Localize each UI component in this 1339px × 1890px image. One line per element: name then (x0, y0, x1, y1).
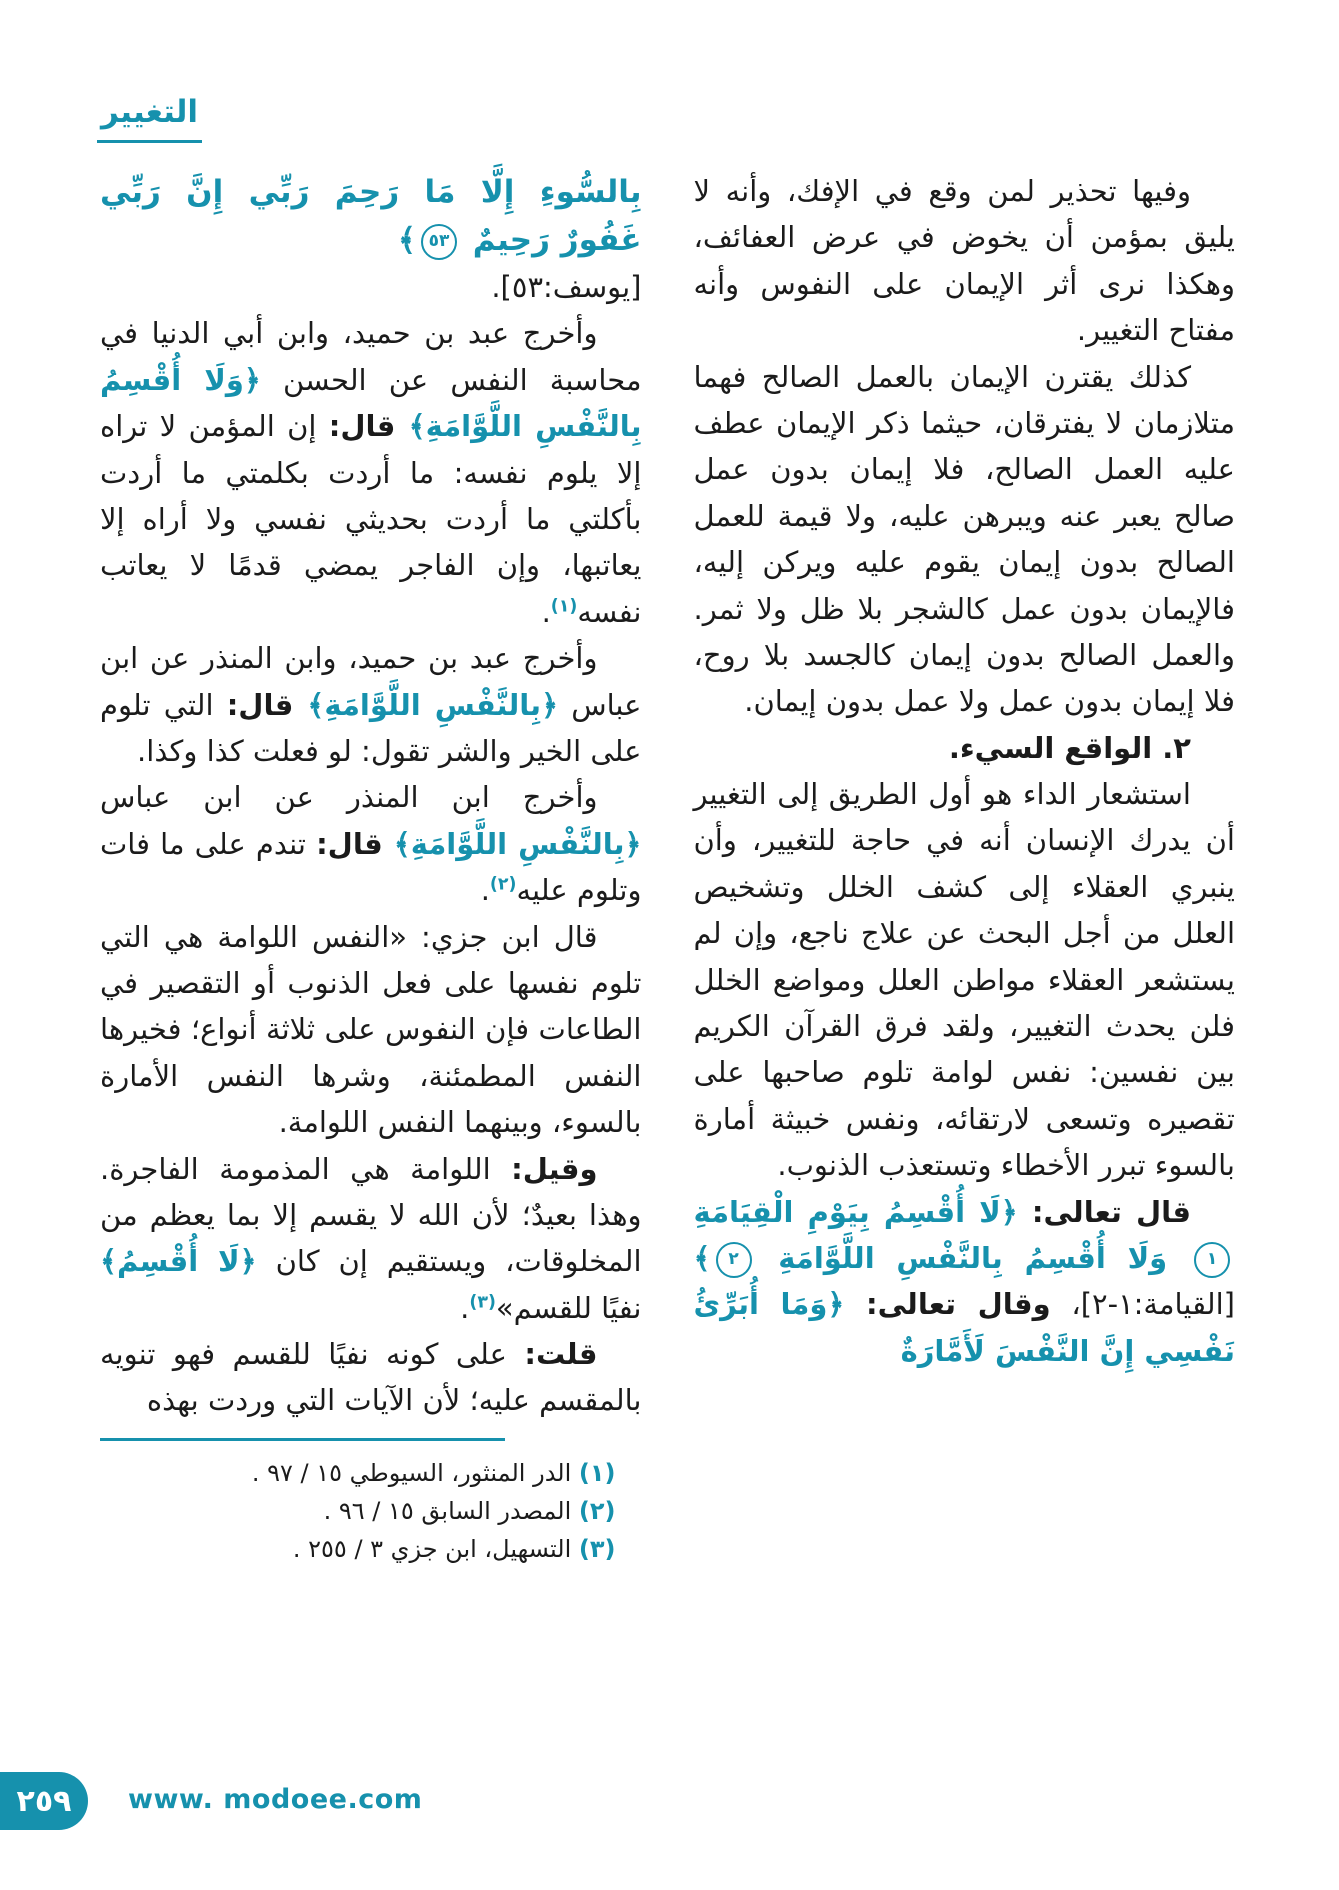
footnote-item (100, 1531, 616, 1569)
quran-verse: ﴾ (397, 222, 416, 259)
quran-verse: ﴿بِالنَّفْسِ اللَّوَّامَةِ﴾ (393, 826, 642, 861)
paragraph (694, 1189, 1236, 1375)
body-text: إن المؤمن لا تراه إلا يلوم نفسه: ما أردت بكلمتي ما أردت بأكلتي ما أردت بحديثي نفسي ولا أراه إلا يعاتبها، وإن الفاجر يمضي قدمًا لا يعاتب نفسه (100, 409, 642, 629)
left-column (100, 168, 642, 1569)
body-text: . (460, 1290, 470, 1325)
bold-text: وقيل: (511, 1151, 598, 1186)
section-heading (694, 725, 1236, 771)
body-text: كذلك يقترن الإيمان بالعمل الصالح فهما متلازمان لا يفترقان، حيثما ذكر الإيمان عطف عليه العمل الصالح، فلا إيمان بدون عمل صالح يعبر عنه ويبرهن عليه، ولا قيمة للعمل الصالح بدون إيمان يقوم عليه ويركن إليه، فالإيمان بدون عمل كالشجر بلا ظل ولا ثمر. والعمل الصالح بدون إيمان كالجسد بلا روح، فلا إيمان بدون عمل ولا عمل بدون إيمان. (693, 359, 1235, 719)
paragraph (100, 774, 642, 913)
body-text: تندم على ما فات وتلوم عليه (100, 826, 642, 908)
footnote-number: (٢) (578, 1496, 616, 1525)
footnote-number: (٣) (578, 1534, 616, 1563)
body-text: قال ابن جزي: «النفس اللوامة هي التي تلوم نفسها على فعل الذنوب أو التقصير في الطاعات فإن النفوس على ثلاثة أنواع؛ فخيرها النفس المطمئنة، وشرها النفس الأمارة بالسوء، وبينهما النفس اللوامة. (100, 919, 642, 1140)
footnote-text: الدر المنثور، السيوطي ١٥ / ٩٧ . (251, 1458, 579, 1487)
ayah-number: ١ (1194, 1242, 1230, 1278)
paragraph (100, 914, 642, 1146)
quran-verse: بِالسُّوءِ إِلَّا مَا رَحِمَ رَبِّي إِنَّ رَبِّي غَفُورٌ رَحِيمٌ (100, 174, 642, 259)
body-text: على كونه نفيًا للقسم فهو تنويه بالمقسم عليه؛ لأن الآيات التي وردت بهذه (100, 1337, 642, 1418)
bold-text: قلت: (524, 1337, 598, 1372)
body-text: استشعار الداء هو أول الطريق إلى التغيير أن يدرك الإنسان أنه في حاجة للتغيير، وأن ينبري العقلاء إلى كشف الخلل وتشخيص العلل من أجل البحث عن علاج ناجع، وإن لم يستشعر العقلاء مواطن العلل ومواضع الخلل فلن يحدث التغيير، ولقد فرق القرآن الكريم بين نفسين: نفس لوامة تلوم صاحبها على تقصيره وتسعى لارتقائه، ونفس خبيثة أمارة بالسوء تبرر الأخطاء وتستعذب الذنوب. (693, 777, 1235, 1183)
body-text: وفيها تحذير لمن وقع في الإفك، وأنه لا يليق بمؤمن أن يخوض في عرض العفائف، وهكذا نرى أثر الإيمان على النفوس وأنه مفتاح التغيير. (693, 174, 1235, 348)
footnote-separator (100, 1438, 505, 1441)
quran-verse: ﴿وَمَا أُبَرِّئُ نَفْسِي إِنَّ النَّفْسَ لَأَمَّارَةٌ (693, 1287, 1235, 1368)
body-text: وأخرج ابن المنذر عن ابن عباس (100, 780, 598, 815)
bold-text: قال تعالى: (1017, 1194, 1191, 1229)
footnote-marker: (٣) (469, 1292, 496, 1313)
footnote-text: المصدر السابق ١٥ / ٩٦ . (323, 1496, 579, 1525)
body-text: اللوامة هي المذمومة الفاجرة. وهذا بعيدٌ؛ لأن الله لا يقسم إلا بما يعظم من المخلوقات، ويستقيم إن كان (100, 1151, 642, 1279)
paragraph (100, 635, 642, 774)
bold-text: ٢. الواقع السيء. (948, 730, 1191, 765)
body-text: . (480, 873, 490, 908)
footnote-marker: (١) (550, 596, 578, 617)
paragraph (694, 771, 1236, 1189)
quran-verse: ﴾ (693, 1240, 711, 1275)
right-column (694, 168, 1236, 1569)
ayah-number: ٥٣ (421, 224, 457, 260)
paragraph (100, 1146, 642, 1332)
page-title: التغيير (97, 94, 202, 143)
body-text: . (541, 594, 551, 629)
footnote-item (100, 1455, 616, 1493)
paragraph (100, 1331, 642, 1424)
bold-text: وقال تعالى: (844, 1287, 1051, 1322)
footnotes-list (100, 1455, 642, 1569)
paragraph (694, 168, 1236, 354)
page-number-badge: ٢٥٩ (0, 1772, 88, 1830)
quran-verse: ﴿وَلَا أُقْسِمُ بِالنَّفْسِ اللَّوَّامَةِ﴾ (100, 362, 642, 444)
quran-verse: ﴿لَا أُقْسِمُ بِيَوْمِ الْقِيَامَةِ (693, 1194, 1018, 1229)
bold-text: قال: (316, 826, 394, 861)
page-content (100, 168, 1235, 1569)
paragraph (694, 354, 1236, 725)
body-text: [القيامة:١-٢]، (1050, 1287, 1235, 1322)
body-text: وأخرج عبد بن حميد، وابن أبي الدنيا في محاسبة النفس عن الحسن (100, 316, 642, 397)
footnote-text: التسهيل، ابن جزي ٣ / ٢٥٥ . (292, 1534, 579, 1563)
paragraph (100, 168, 642, 264)
quran-verse: ﴿بِالنَّفْسِ اللَّوَّامَةِ﴾ (307, 687, 559, 722)
footnote-item (100, 1493, 616, 1531)
footnote-number: (١) (578, 1458, 616, 1487)
website-link[interactable]: www. modoee.com (128, 1784, 423, 1815)
quran-verse: ﴿لَا أُقْسِمُ﴾ (100, 1244, 257, 1279)
bold-text: قال: (226, 687, 308, 722)
ayah-number: ٢ (716, 1242, 752, 1278)
paragraph (100, 264, 642, 310)
bold-text: قال: (328, 409, 409, 444)
footnote-marker: (٢) (489, 874, 517, 895)
left-column-text (100, 168, 642, 1424)
paragraph (100, 310, 642, 635)
quran-verse: وَلَا أُقْسِمُ بِالنَّفْسِ اللَّوَّامَةِ (756, 1240, 1189, 1275)
body-text: وأخرج عبد بن حميد، وابن المنذر عن ابن عباس (100, 641, 642, 722)
body-text: [يوسف:٥٣]. (491, 270, 642, 305)
body-text: التي تلوم على الخير والشر تقول: لو فعلت كذا وكذا. (100, 687, 642, 768)
body-text: نفيًا للقسم» (495, 1290, 642, 1325)
